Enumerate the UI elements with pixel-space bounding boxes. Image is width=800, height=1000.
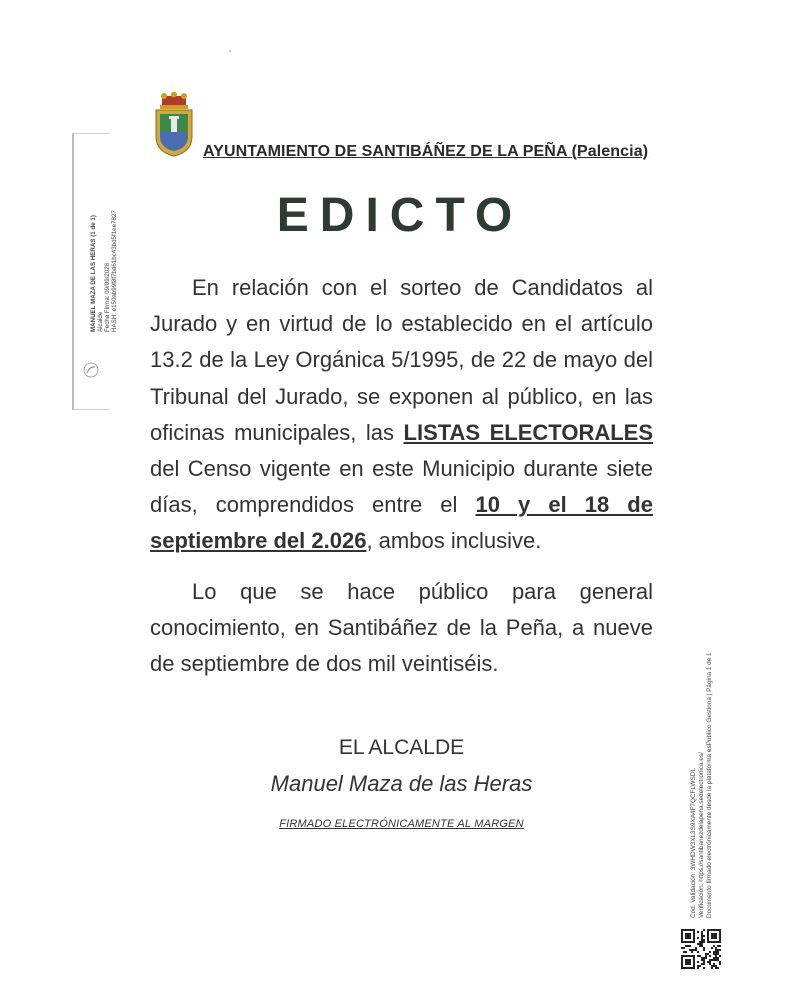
stamp-signer: MANUEL MAZA DE LAS HERAS (1 de 1) <box>90 215 97 332</box>
electronic-signature-note: FIRMADO ELECTRÓNICAMENTE AL MARGEN <box>279 818 524 830</box>
signatory-name: Manuel Maza de las Heras <box>270 771 533 796</box>
signature-logo-icon <box>83 362 99 378</box>
paragraph-text: del Censo vigente en este Municipio durante siete días, comprendidos entre el <box>150 456 653 518</box>
document-title: EDICTO <box>276 189 524 242</box>
highlight-date-range: 10 y el 18 de septiembre del 2.026 <box>150 492 653 554</box>
qr-code-icon <box>681 929 721 969</box>
stamp-role: Alcalde <box>97 311 104 332</box>
validation-code: Cód. Validación: 3WHDW3XL3S9XA4F7QCFLWSDL <box>690 768 697 918</box>
paragraph-main <box>150 270 653 560</box>
verification-info <box>690 652 714 918</box>
paragraph-text: , ambos inclusive. <box>366 528 542 554</box>
platform-notice: Documento firmado electrónicamente desde la plataforma esPublico Gestiona | Página 1 de 1 <box>706 652 713 918</box>
highlight-listas-electorales: LISTAS ELECTORALES <box>403 419 653 445</box>
signature-stamp <box>90 210 118 332</box>
document-body <box>150 270 653 682</box>
paragraph-closing: Lo que se hace público para general conocimiento, en Santibáñez de la Peña, a nueve de septiembre de dos mil veintiséis. <box>150 578 653 677</box>
paragraph-text: En relación con el sorteo de Candidatos al Jurado y en virtud de lo establecido en el artículo 13.2 de la Ley Orgánica 5/1995, de 22 de mayo del Tribunal del Jurado, se exponen al público, en las oficinas municipales, las <box>150 275 653 445</box>
coat-of-arms-icon <box>150 92 198 158</box>
scan-speck <box>229 50 231 52</box>
signatory-role: EL ALCALDE <box>338 736 465 759</box>
stamp-hash: HASH: e150ab99f8f7bd61bc43bd5f1ee7827 <box>111 210 118 332</box>
stamp-date: Fecha Firma: 09/09/2026 <box>104 262 111 332</box>
organization-title: AYUNTAMIENTO DE SANTIBÁÑEZ DE LA PEÑA (Palencia) <box>203 143 649 160</box>
verification-url[interactable]: Verificación: https://santibanezdelapena.sedelectronica.es/ <box>698 752 705 918</box>
